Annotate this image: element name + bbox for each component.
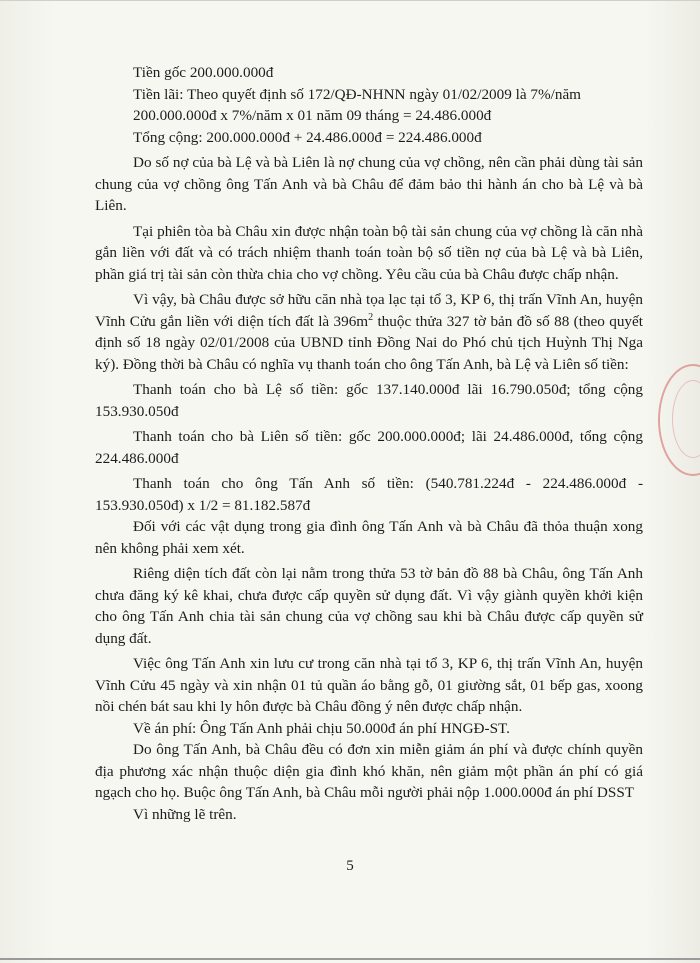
paragraph-court-session: Tại phiên tòa bà Châu xin được nhận toàn bộ tài sản chung của vợ chồng là căn nhà gắn liền với đất và có trách nhiệm thanh toán toàn bộ số tiền nợ của bà Lệ và bà Liên, phần giá trị tài sản còn thừa chia cho vợ chồng. Yêu cầu của bà Châu được chấp nhận.: [95, 222, 643, 283]
paragraph-household-items: Đối với các vật dụng trong gia đình ông Tấn Anh và bà Châu đã thỏa thuận xong nên không phải xem xét.: [95, 518, 643, 557]
page-number: 5: [346, 858, 354, 874]
bottom-edge: [0, 958, 700, 960]
paragraph-residence: Việc ông Tấn Anh xin lưu cư trong căn nhà tại tổ 3, KP 6, thị trấn Vĩnh An, huyện Vĩnh Cửu 45 ngày và xin nhận 01 tủ quần áo bằng gỗ, 01 giường sắt, 01 bếp gas, xoong nồi chén bát sau khi ly hôn được bà Châu đồng ý nên được chấp nhận.: [95, 655, 643, 715]
paragraph-remaining-land: Riêng diện tích đất còn lại nằm trong thửa 53 tờ bản đồ 88 bà Châu, ông Tấn Anh chưa đăng ký kê khai, chưa được cấp quyền sử dụng đất. Vì vậy giành quyền khởi kiện cho ông Tấn Anh chia tài sản chung của vợ chồng sau khi bà Châu được cấp quyền sử dụng đất.: [95, 565, 643, 647]
paragraph-conclusion: Vì những lẽ trên.: [133, 805, 237, 823]
paragraph-pay-lien: Thanh toán cho bà Liên số tiền: gốc 200.000.000đ; lãi 24.486.000đ, tổng cộng 224.486.000đ: [95, 428, 643, 467]
top-edge: [0, 0, 700, 1]
paragraph-court-fee: Về án phí: Ông Tấn Anh phải chịu 50.000đ án phí HNGĐ-ST.: [133, 719, 510, 737]
paragraph-fee-exemption: Do ông Tấn Anh, bà Châu đều có đơn xin miễn giảm án phí và được chính quyền địa phương xác nhận thuộc diện gia đình khó khăn, nên giảm một phần án phí có giá ngạch cho họ. Buộc ông Tấn Anh, bà Châu mỗi người phải nộp 1.000.000đ án phí DSST: [95, 741, 643, 801]
ownership-text-before: Vì vậy, bà Châu được sở hữu căn nhà tọa lạc tại tổ 3, KP 6, thị trấn Vĩnh An, huyện Vĩnh Cửu gắn liền với diện tích đất là 396m: [95, 291, 643, 330]
paragraph-pay-tan-anh: Thanh toán cho ông Tấn Anh số tiền: (540.781.224đ - 224.486.000đ - 153.930.050đ) x 1/2 = 81.182.587đ: [95, 475, 643, 514]
paragraph-pay-le: Thanh toán cho bà Lệ số tiền: gốc 137.140.000đ lãi 16.790.050đ; tổng cộng 153.930.050đ: [95, 381, 643, 420]
paragraph-ownership: [95, 289, 643, 375]
area-superscript: 2: [368, 311, 374, 323]
paragraph-interest: Tiền lãi: Theo quyết định số 172/QĐ-NHNN ngày 01/02/2009 là 7%/năm: [133, 85, 581, 103]
document-body: [95, 62, 643, 825]
paragraph-principal: Tiền gốc 200.000.000đ: [133, 64, 274, 81]
ownership-text-after: thuộc thửa 327 tờ bản đồ số 88 (theo quyết định số 18 ngày 02/01/2008 của UBND tỉnh Đồng Nai do Phó chủ tịch Huỳnh Thị Nga ký). Đồng thời bà Châu có nghĩa vụ thanh toán cho ông Tấn Anh, bà Lệ và Liên số tiền:: [95, 312, 643, 373]
paragraph-total: Tổng cộng: 200.000.000đ + 24.486.000đ = 224.486.000đ: [133, 128, 482, 146]
paragraph-interest-calc: 200.000.000đ x 7%/năm x 01 năm 09 tháng = 24.486.000đ: [133, 107, 492, 124]
paragraph-common-debt: Do số nợ của bà Lệ và bà Liên là nợ chung của vợ chồng, nên cần phải dùng tài sản chung của vợ chồng ông Tấn Anh và bà Châu để đảm bảo thi hành án cho bà Lệ và bà Liên.: [95, 154, 643, 214]
